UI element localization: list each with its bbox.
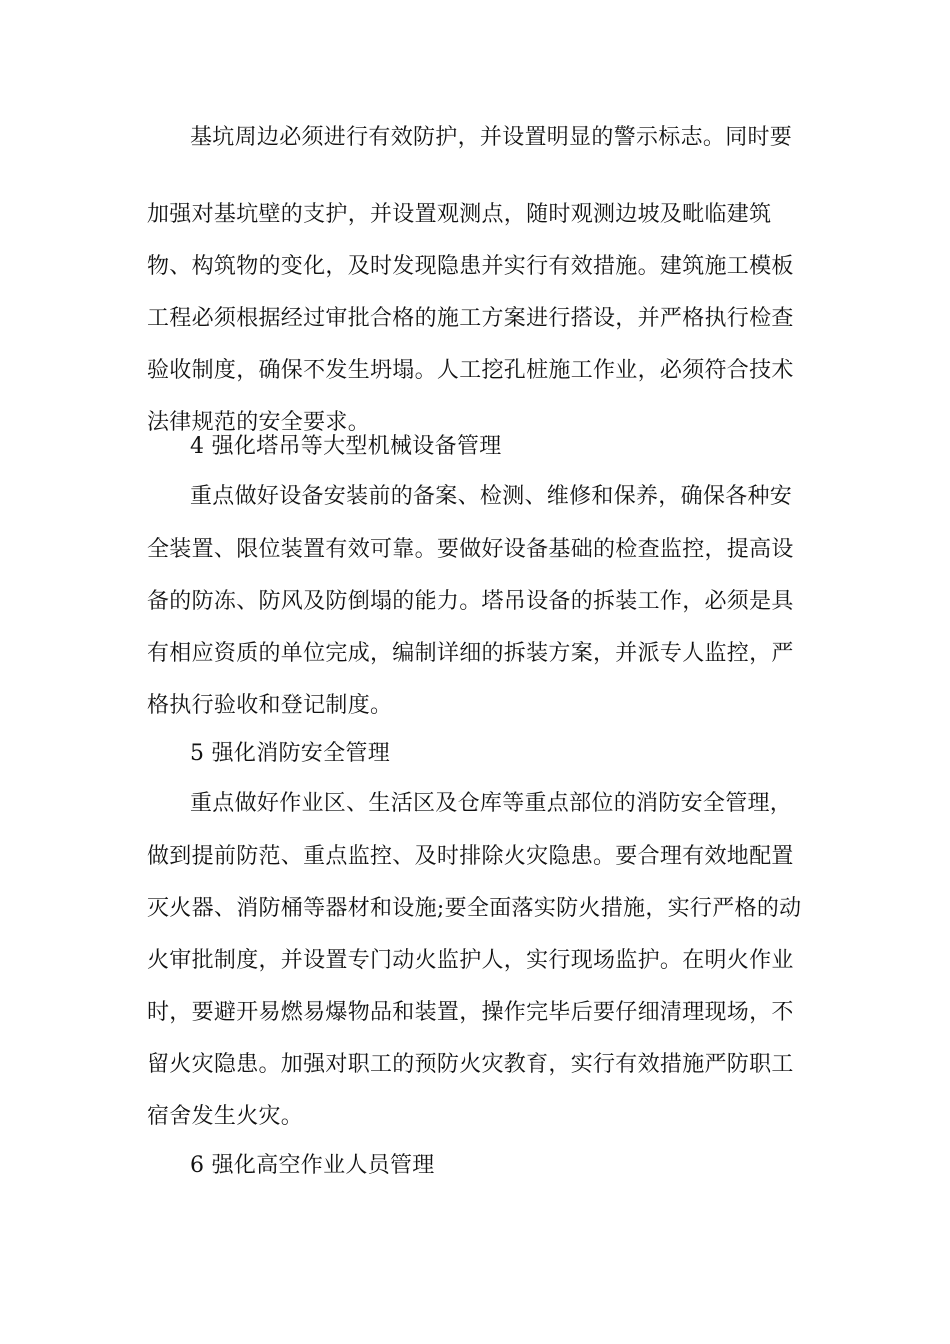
section-heading: 4 强化塔吊等大型机械设备管理 [190,434,502,459]
paragraph-line: 灭火器、消防桶等器材和设施;要全面落实防火措施，实行严格的动 [147,896,802,921]
paragraph-line: 留火灾隐患。加强对职工的预防火灾教育，实行有效措施严防职工 [147,1052,794,1077]
paragraph-line: 火审批制度，并设置专门动火监护人，实行现场监护。在明火作业 [147,948,794,973]
paragraph-line: 全装置、限位装置有效可靠。要做好设备基础的检查监控，提高设 [147,537,794,562]
paragraph-line: 格执行验收和登记制度。 [147,693,393,718]
paragraph-line: 做到提前防范、重点监控、及时排除火灾隐患。要合理有效地配置 [147,844,794,869]
paragraph-line: 基坑周边必须进行有效防护，并设置明显的警示标志。同时要 [190,125,793,150]
paragraph-line: 备的防冻、防风及防倒塌的能力。塔吊设备的拆装工作，必须是具 [147,589,794,614]
paragraph-line: 法律规范的安全要求。 [147,410,371,435]
paragraph-line: 工程必须根据经过审批合格的施工方案进行搭设，并严格执行检查 [147,306,794,331]
paragraph-line: 加强对基坑壁的支护，并设置观测点，随时观测边坡及毗临建筑 [147,202,772,227]
paragraph-line: 验收制度，确保不发生坍塌。人工挖孔桩施工作业，必须符合技术 [147,358,794,383]
section-heading: 6 强化高空作业人员管理 [190,1153,435,1178]
paragraph-line: 有相应资质的单位完成，编制详细的拆装方案，并派专人监控，严 [147,641,794,666]
section-heading: 5 强化消防安全管理 [190,741,390,766]
paragraph-line: 重点做好设备安装前的备案、检测、维修和保养，确保各种安 [190,484,793,509]
paragraph-line: 时，要避开易燃易爆物品和装置，操作完毕后要仔细清理现场，不 [147,1000,794,1025]
paragraph-line: 重点做好作业区、生活区及仓库等重点部位的消防安全管理， [190,791,793,816]
paragraph-line: 物、构筑物的变化，及时发现隐患并实行有效措施。建筑施工模板 [147,254,794,279]
paragraph-line: 宿舍发生火灾。 [147,1104,304,1129]
